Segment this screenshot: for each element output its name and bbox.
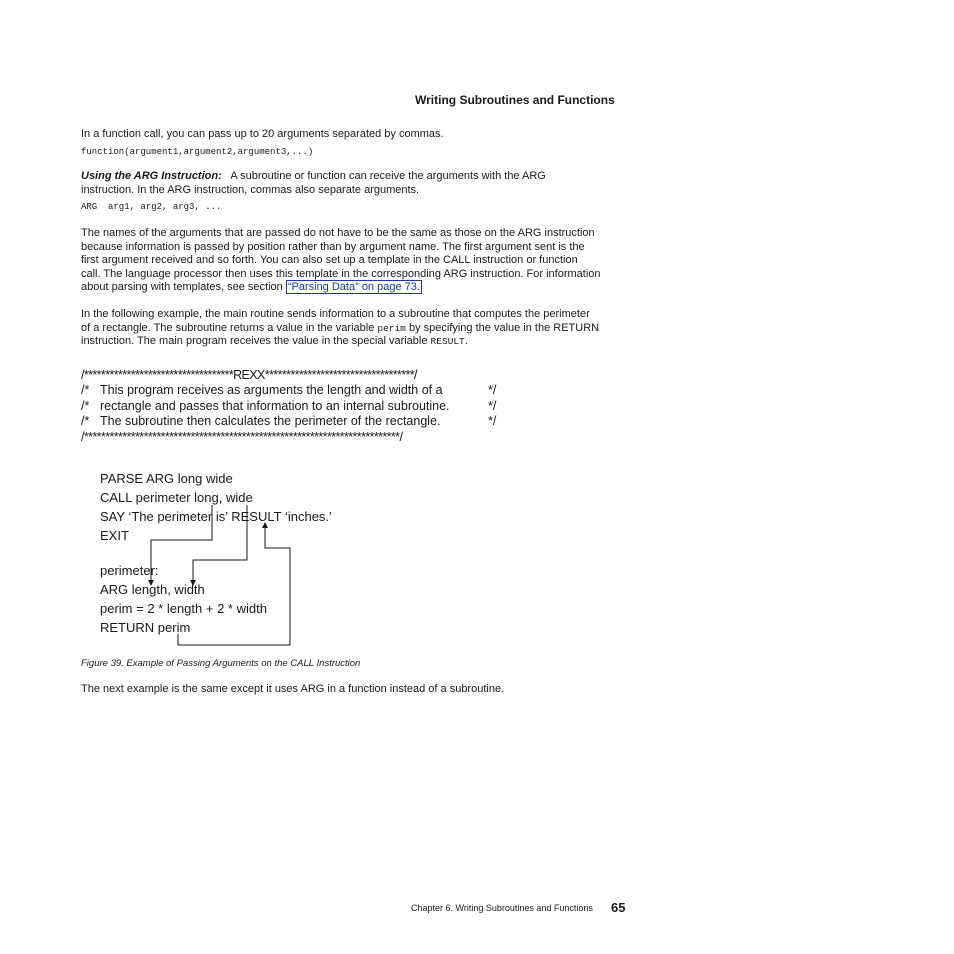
comment-line-2: rectangle and passes that information to an internal subroutine. — [100, 399, 450, 413]
names-line4: call. The language processor then uses this template in the corresponding ARG instruction. For information — [81, 267, 601, 280]
example-line3b: . — [464, 335, 468, 347]
code-call-perimeter: CALL perimeter long, wide — [100, 490, 253, 505]
code-arg-length-width: ARG length, width — [100, 582, 205, 597]
comment-line-1-tail: */ — [488, 383, 497, 397]
example-line3a: instruction. The main program receives the value in the special variable — [81, 335, 428, 347]
closing-text: The next example is the same except it uses ARG in a function instead of a subroutine. — [81, 683, 505, 695]
figure-caption: Figure 39. Example of Passing Arguments on the CALL Instruction — [81, 658, 361, 669]
footer-chapter: Chapter 6. Writing Subroutines and Functions — [411, 903, 593, 913]
closing-paragraph — [81, 683, 626, 697]
code-perim-formula: perim = 2 * length + 2 * width — [100, 601, 267, 616]
code-exit: EXIT — [100, 528, 129, 543]
arrow-wide-to-width — [193, 505, 247, 583]
names-line3: first argument received and so forth. You can also set up a template in the CALL instruction or function — [81, 254, 578, 266]
comment-line-2-tail: */ — [488, 399, 497, 413]
code-return-perim: RETURN perim — [100, 620, 191, 635]
comment-line-1-lead: /* — [81, 383, 90, 397]
comment-line-3-tail: */ — [488, 414, 497, 428]
comment-border-bottom: /**************************************************************************/ — [81, 430, 403, 444]
names-line5: about parsing with templates, see section — [81, 281, 283, 293]
arrow-perim-to-result — [178, 525, 290, 645]
comment-line-3-lead: /* — [81, 414, 90, 428]
parsing-data-link[interactable]: “Parsing Data” on page 73. — [287, 281, 420, 293]
example-line2b: by specifying the value in the RETURN — [408, 321, 600, 334]
example-line2a: of a rectangle. The subroutine returns a value in the variable — [81, 321, 375, 334]
example-line1: In the following example, the main routine sends information to a subroutine that computes the perimeter — [81, 308, 590, 320]
variable-perim: perim — [377, 322, 406, 334]
comment-border-top: /***********************************REXX***********************************/ — [81, 368, 417, 382]
names-line1: The names of the arguments that are passed do not have to be the same as those on the ARG instruction — [81, 227, 595, 239]
arg-section-title: Using the ARG Instruction: — [81, 170, 222, 182]
comment-line-1: This program receives as arguments the length and width of a — [100, 383, 443, 397]
arg-section-line2: instruction. In the ARG instruction, commas also separate arguments. — [81, 183, 420, 196]
code-say: SAY ‘The perimeter is’ RESULT ‘inches.’ — [100, 509, 332, 524]
comment-line-2-lead: /* — [81, 399, 90, 413]
code-parse-arg: PARSE ARG long wide — [100, 471, 233, 486]
comment-line-3: The subroutine then calculates the perimeter of the rectangle. — [100, 414, 441, 428]
variable-result: RESULT — [430, 336, 465, 347]
running-head: Writing Subroutines and Functions — [415, 93, 615, 107]
arrow-long-to-length — [151, 505, 212, 583]
page-number: 65 — [611, 900, 626, 915]
code-perimeter-label: perimeter: — [100, 563, 159, 578]
intro-text: In a function call, you can pass up to 20 arguments separated by commas. — [81, 128, 444, 140]
function-syntax: function(argument1,argument2,argument3,...) — [81, 147, 314, 157]
arg-syntax: ARG arg1, arg2, arg3, ... — [81, 202, 222, 212]
arg-section-line1: A subroutine or function can receive the arguments with the ARG — [230, 170, 546, 182]
names-line2: because information is passed by position rather than by argument name. The first argument sent is the — [81, 240, 585, 253]
